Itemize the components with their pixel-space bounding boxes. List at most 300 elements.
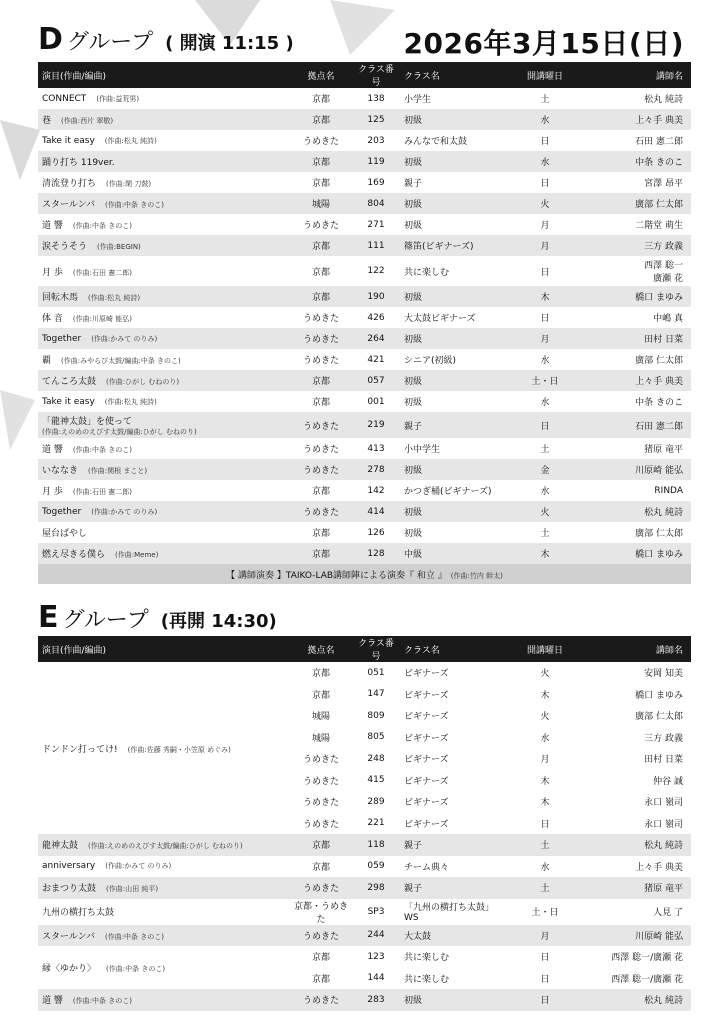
day-cell: 月 — [510, 925, 580, 947]
day-cell: 火 — [540, 712, 550, 723]
class-number-cell: 413 — [367, 443, 385, 454]
table-row — [38, 307, 691, 328]
composer-note: (作曲:石田 憲二郎) — [72, 488, 132, 496]
teacher-name: 中嶋 真 — [653, 314, 683, 324]
class-name-cell: シニア(初級) — [404, 356, 457, 366]
table-row — [38, 370, 691, 391]
title-cell — [38, 925, 290, 947]
teacher-cell — [580, 834, 691, 856]
table-row — [38, 151, 691, 172]
location-cell: 京都 — [311, 95, 330, 105]
location-cell: 京都 — [290, 834, 352, 856]
title-cell — [38, 214, 290, 235]
table-row — [38, 349, 691, 370]
location-cell: 京都 — [311, 487, 330, 497]
day-cell: 日 — [540, 179, 550, 189]
e-group-name: グループ — [62, 608, 149, 633]
table-row — [38, 391, 691, 412]
piece-title: 清流登り打ち — [42, 179, 97, 189]
teacher-name: 西澤 聡一 — [644, 261, 683, 271]
day-cell: 金 — [510, 459, 580, 480]
table-row — [38, 877, 691, 899]
teacher-name: 中条 きのこ — [635, 398, 683, 408]
piece-title: 回転木馬 — [42, 293, 79, 303]
title-cell — [38, 501, 290, 522]
title-cell — [38, 370, 290, 391]
day-cell: 月 — [510, 328, 580, 349]
piece-title: 道 響 — [42, 445, 63, 455]
table-row — [38, 193, 691, 214]
piece-title: Take it easy — [42, 135, 95, 146]
class-name-cell: 初級 — [404, 221, 423, 231]
teacher-name: 橋口 まゆみ — [635, 690, 683, 701]
class-name-cell: 共に楽しむ — [404, 953, 450, 964]
teacher-cell — [580, 989, 691, 1011]
composer-note: (作曲:BEGIN) — [97, 243, 141, 251]
e-group-heading — [38, 600, 277, 635]
location-cell: うめきた — [302, 798, 339, 809]
teacher-name: 宮澤 昂平 — [644, 179, 683, 189]
class-number-cell: 426 — [367, 312, 385, 323]
teacher-cell — [580, 438, 691, 459]
location-cell: 京都 — [311, 974, 330, 985]
piece-title: 体 音 — [42, 314, 63, 324]
location-cell: 京都 — [311, 953, 330, 964]
title-cell — [38, 459, 290, 480]
day-cell: 水 — [510, 109, 580, 130]
class-number-cell: 111 — [352, 235, 400, 256]
teacher-cell — [580, 543, 691, 564]
table-row — [38, 856, 691, 878]
class-number-cell: 283 — [352, 989, 400, 1011]
col-class-name-header: クラス名 — [400, 636, 510, 662]
location-cell: うめきた — [290, 328, 352, 349]
class-name-cell: ビギナーズ — [404, 669, 449, 680]
teacher-name: 廣瀬 花 — [653, 274, 683, 284]
day-cell: 水 — [540, 733, 550, 744]
piece-title: スタールンバ — [42, 931, 95, 942]
teacher-cell — [580, 770, 691, 792]
location-cell: 京都 — [290, 543, 352, 564]
class-number-cell: 059 — [367, 861, 385, 872]
piece-title: 屋台ばやし — [42, 529, 88, 539]
teacher-cell — [580, 813, 691, 835]
day-cell: 木 — [540, 798, 550, 809]
piece-title: 「龍神太鼓」を使って — [42, 416, 133, 427]
location-cell: うめきた — [302, 755, 339, 766]
class-number-cell: 805 — [367, 732, 385, 743]
piece-title: Together — [42, 506, 82, 517]
class-name-cell: 初級 — [400, 151, 510, 172]
day-cell: 水 — [540, 398, 550, 408]
teacher-cell — [580, 235, 691, 256]
title-cell — [38, 151, 290, 172]
class-name-cell: 初級 — [400, 286, 510, 307]
location-cell: 京都 — [290, 235, 352, 256]
teacher-name: 川原崎 能弘 — [635, 466, 683, 476]
title-cell — [38, 899, 290, 925]
composer-note: (作曲:松丸 純詩) — [104, 136, 157, 145]
day-cell: 日 — [540, 974, 550, 985]
teacher-cell — [580, 925, 691, 947]
class-number-cell: 415 — [367, 775, 385, 786]
piece-title: 月 歩 — [42, 267, 63, 278]
teacher-name: 人見 了 — [653, 908, 683, 918]
class-name-cell: ビギナーズ — [404, 776, 449, 787]
teacher-cell — [580, 307, 691, 328]
class-number-cell: 809 — [367, 710, 385, 721]
d-group-table — [38, 62, 691, 584]
table-row — [38, 172, 691, 193]
col-day-header: 開講曜日 — [510, 62, 580, 88]
class-number-cell: 147 — [367, 689, 385, 700]
banner-text: 【 講師演奏 】TAIKO-LAB講師陣による演奏『 和立 』 — [226, 570, 447, 581]
class-number-cell: 001 — [367, 396, 385, 407]
class-number-cell: 051 — [367, 667, 385, 678]
composer-note: (作曲:えのめのえびす太鼓/編曲:ひがし むねのり) — [88, 842, 243, 851]
teacher-name: 上々手 典美 — [635, 377, 683, 387]
teacher-name: 中条 きのこ — [635, 158, 683, 168]
title-cell — [38, 438, 290, 459]
banner-cell — [38, 564, 691, 584]
title-cell — [38, 391, 290, 412]
composer-note: (作曲:山田 純平) — [106, 885, 159, 894]
location-cell: うめきた — [290, 925, 352, 947]
class-number-cell: 057 — [352, 370, 400, 391]
composer-note: (作曲:かみて のりみ) — [91, 507, 158, 516]
table-row — [38, 834, 691, 856]
composer-note: (作曲:中条 きのこ) — [72, 446, 132, 454]
piece-title: 道 響 — [42, 221, 63, 231]
composer-note: (作曲:中条 きのこ) — [72, 222, 132, 230]
table-row — [38, 522, 691, 543]
title-cell — [38, 88, 290, 109]
teacher-name: 上々手 典美 — [635, 862, 683, 873]
table-row — [38, 235, 691, 256]
teacher-name: 石田 憲二郎 — [635, 137, 683, 147]
teacher-cell — [580, 968, 691, 990]
day-cell: 土 — [510, 877, 580, 899]
class-name-cell: 大太鼓ビギナーズ — [404, 314, 476, 324]
e-group-time: (再開 14:30) — [160, 611, 277, 632]
location-cell: 京都 — [311, 862, 330, 873]
table-row — [38, 459, 691, 480]
d-group-letter: D — [38, 22, 63, 57]
title-cell — [38, 946, 290, 989]
day-cell: 水 — [540, 862, 550, 873]
teacher-cell — [580, 328, 691, 349]
class-number-cell: 190 — [352, 286, 400, 307]
teacher-name: 廣部 仁太郎 — [635, 712, 683, 723]
teacher-cell — [580, 412, 691, 438]
class-name-cell: 初級 — [400, 501, 510, 522]
day-cell: 水 — [510, 151, 580, 172]
composer-note: (作曲:中条 きのこ) — [104, 932, 165, 941]
title-cell — [38, 522, 290, 543]
composer-note: (作曲:閑 刀鼓) — [106, 180, 152, 188]
class-name-cell: 大太鼓 — [400, 925, 510, 947]
composer-note: (作曲:かみて のりみ) — [91, 334, 158, 343]
title-cell — [38, 480, 290, 501]
title-cell — [38, 856, 290, 878]
d-table-header — [38, 62, 691, 88]
class-name-cell: ビギナーズ — [404, 733, 449, 744]
day-cell: 土・日 — [531, 908, 559, 918]
location-cell: うめきた — [290, 989, 352, 1011]
composer-note: (作曲:佐藤 秀嗣・小笠原 めぐみ) — [127, 745, 231, 754]
table-row — [38, 214, 691, 235]
composer-note: (作曲:川原崎 能弘) — [72, 315, 132, 323]
class-name-cell: 共に楽しむ — [404, 974, 450, 985]
table-row — [38, 925, 691, 947]
location-cell: 京都 — [311, 690, 330, 701]
piece-title: 道 響 — [42, 996, 63, 1007]
teacher-name: 田村 日菜 — [644, 755, 683, 766]
teacher-name: 松丸 純詩 — [644, 95, 683, 105]
composer-note: (作曲:関根 まこと) — [88, 467, 148, 475]
class-number-cell: 203 — [367, 135, 385, 146]
banner-note: (作曲:竹内 幹太) — [450, 571, 503, 580]
day-cell: 木 — [540, 690, 550, 701]
teacher-name: 二階堂 萌生 — [635, 221, 683, 231]
class-name-cell: 「九州の横打ち太鼓」WS — [404, 903, 495, 923]
class-name-cell: かつぎ桶(ビギナーズ) — [404, 487, 492, 497]
teacher-cell — [580, 459, 691, 480]
class-number-cell: 289 — [367, 796, 385, 807]
location-cell: うめきた — [290, 877, 352, 899]
location-cell: 城陽 — [290, 193, 352, 214]
day-cell: 土・日 — [510, 370, 580, 391]
location-cell: 京都 — [311, 267, 330, 278]
teacher-name: 廣部 仁太郎 — [635, 200, 683, 210]
table-row — [38, 88, 691, 109]
teacher-cell — [580, 109, 691, 130]
piece-title: CONNECT — [42, 93, 87, 104]
teacher-cell — [580, 946, 691, 968]
class-name-cell: ビギナーズ — [404, 712, 449, 723]
teacher-name: 三方 政義 — [644, 733, 683, 744]
class-number-cell: 144 — [367, 973, 385, 984]
day-cell: 木 — [510, 543, 580, 564]
class-number-cell: 126 — [367, 527, 385, 538]
piece-title: スタールンバ — [42, 200, 95, 210]
location-cell: 京都 — [311, 398, 330, 408]
teacher-name: 松丸 純詩 — [644, 841, 683, 852]
class-name-cell: 篠笛(ビギナーズ) — [400, 235, 510, 256]
location-cell: 京都 — [290, 286, 352, 307]
title-cell — [38, 412, 290, 438]
class-name-cell: 小中学生 — [404, 445, 441, 455]
composer-note: (作曲:Meme) — [115, 551, 159, 559]
class-number-cell: 264 — [352, 328, 400, 349]
class-name-cell: 初級 — [400, 328, 510, 349]
table-row — [38, 438, 691, 459]
table-row — [38, 328, 691, 349]
teacher-name: 三方 政義 — [644, 242, 683, 252]
day-cell: 火 — [510, 501, 580, 522]
day-cell: 火 — [510, 193, 580, 214]
class-name-cell: ビギナーズ — [404, 755, 449, 766]
teacher-cell — [580, 391, 691, 412]
table-row — [38, 109, 691, 130]
class-number-cell: 271 — [367, 219, 385, 230]
teacher-name: 永口 嶺司 — [644, 819, 683, 830]
composer-note: (作曲:益荒男) — [96, 94, 140, 103]
teacher-name: 上々手 典美 — [635, 116, 683, 126]
title-cell — [38, 256, 290, 286]
day-cell: 木 — [540, 776, 550, 787]
d-group-heading — [38, 22, 294, 57]
piece-title: Together — [42, 333, 82, 344]
table-row — [38, 989, 691, 1011]
teacher-name: 橋口 まゆみ — [635, 550, 683, 560]
day-cell: 木 — [510, 286, 580, 307]
class-name-cell: 初級 — [400, 989, 510, 1011]
table-row — [38, 662, 691, 684]
class-name-cell: 初級 — [400, 193, 510, 214]
location-cell: うめきた — [302, 445, 339, 455]
class-number-cell: 128 — [352, 543, 400, 564]
class-name-cell: 初級 — [400, 109, 510, 130]
teacher-name: 田村 日菜 — [644, 335, 683, 345]
class-name-cell: みんなで和太鼓 — [404, 137, 468, 147]
teacher-cell — [580, 705, 691, 727]
class-name-cell: 親子 — [404, 179, 423, 189]
class-number-cell: 125 — [352, 109, 400, 130]
teacher-name: 猪原 竜平 — [644, 445, 683, 455]
piece-title: おまつり太鼓 — [42, 884, 97, 895]
teacher-name: 永口 嶺司 — [644, 798, 683, 809]
table-row — [38, 501, 691, 522]
table-row — [38, 256, 691, 286]
teacher-name: 川原崎 能弘 — [635, 931, 683, 942]
location-cell: 京都 — [290, 370, 352, 391]
teacher-name: 西澤 聡一/廣瀬 花 — [611, 974, 683, 985]
day-cell: 日 — [510, 989, 580, 1011]
teacher-performance-banner — [38, 564, 691, 584]
title-cell — [38, 328, 290, 349]
day-cell: 水 — [540, 487, 550, 497]
composer-note: (作曲:中条 きのこ) — [72, 997, 132, 1006]
d-group-time: ( 開演 11:15 ) — [165, 33, 294, 54]
location-cell: 京都 — [290, 109, 352, 130]
title-cell — [38, 193, 290, 214]
location-cell: うめきた — [302, 776, 339, 787]
teacher-cell — [580, 684, 691, 706]
class-name-cell: 共に楽しむ — [404, 267, 450, 278]
teacher-cell — [580, 286, 691, 307]
class-name-cell: ビギナーズ — [404, 798, 449, 809]
day-cell: 月 — [540, 221, 550, 231]
col-title-header: 演目(作曲/編曲) — [38, 62, 290, 88]
day-cell: 日 — [540, 819, 550, 830]
table-row — [38, 543, 691, 564]
class-number-cell: 244 — [352, 925, 400, 947]
title-cell — [38, 989, 290, 1011]
teacher-cell — [580, 662, 691, 684]
day-cell: 日 — [540, 267, 550, 278]
teacher-cell — [580, 856, 691, 878]
table-row — [38, 412, 691, 438]
class-number-cell: 169 — [367, 177, 385, 188]
class-number-cell: 219 — [352, 412, 400, 438]
table-row — [38, 286, 691, 307]
day-cell: 月 — [540, 755, 550, 766]
col-location-header: 拠点名 — [290, 636, 352, 662]
class-name-cell: ビギナーズ — [404, 690, 449, 701]
title-cell — [38, 235, 290, 256]
teacher-cell — [580, 214, 691, 235]
class-name-cell: 親子 — [400, 834, 510, 856]
teacher-cell — [580, 501, 691, 522]
title-cell — [38, 877, 290, 899]
piece-title: 九州の横打ち太鼓 — [42, 908, 115, 918]
class-name-cell: チーム典々 — [404, 862, 450, 873]
class-number-cell: 221 — [367, 818, 385, 829]
teacher-cell — [580, 130, 691, 151]
e-group-letter: E — [38, 600, 59, 635]
piece-title: 覇 — [42, 356, 52, 366]
class-name-cell: 親子 — [400, 877, 510, 899]
teacher-name: 松丸 純詩 — [644, 996, 683, 1007]
piece-title: ドンドン打ってけ! — [42, 744, 118, 755]
class-name-cell: 初級 — [400, 459, 510, 480]
col-class-number-header: クラス番号 — [352, 636, 400, 662]
table-row — [38, 946, 691, 968]
day-cell: 日 — [540, 137, 550, 147]
table-row — [38, 480, 691, 501]
col-day-header: 開講曜日 — [510, 636, 580, 662]
teacher-cell — [580, 370, 691, 391]
teacher-name: 猪原 竜平 — [644, 884, 683, 895]
class-number-cell: 118 — [352, 834, 400, 856]
piece-title: 涙そうそう — [42, 242, 88, 252]
class-number-cell: 278 — [352, 459, 400, 480]
piece-title: 月 歩 — [42, 487, 63, 497]
location-cell: 京都・うめきた — [294, 901, 349, 925]
table-row — [38, 899, 691, 925]
class-number-cell: 421 — [367, 354, 385, 365]
composer-note: (作曲:えのめのえびす太鼓/編曲:ひがし むねのり) — [42, 427, 197, 436]
title-cell — [38, 172, 290, 193]
col-teacher-header: 講師名 — [580, 636, 691, 662]
teacher-name: 廣部 仁太郎 — [635, 529, 683, 539]
location-cell: 城陽 — [311, 733, 330, 744]
class-number-cell: 122 — [367, 266, 385, 276]
day-cell: 土 — [540, 95, 550, 105]
class-number-cell: 248 — [367, 753, 385, 764]
class-number-cell: 298 — [352, 877, 400, 899]
piece-title: 龍神太鼓 — [42, 841, 79, 852]
teacher-cell — [580, 256, 691, 286]
teacher-cell — [580, 151, 691, 172]
teacher-name: 橋口 まゆみ — [635, 293, 683, 303]
class-number-cell: 804 — [352, 193, 400, 214]
day-cell: 土 — [510, 834, 580, 856]
location-cell: うめきた — [290, 459, 352, 480]
teacher-name: 廣部 仁太郎 — [635, 356, 683, 366]
class-name-cell: ビギナーズ — [404, 819, 449, 830]
location-cell: 京都 — [290, 151, 352, 172]
title-cell — [38, 543, 290, 564]
title-cell — [38, 109, 290, 130]
day-cell: 日 — [540, 314, 550, 324]
piece-title: 燃え尽きる僕ら — [42, 550, 106, 560]
composer-note: (作曲:西片 翠敬) — [61, 117, 114, 125]
location-cell: うめきた — [302, 819, 339, 830]
day-cell: 水 — [540, 356, 550, 366]
class-name-cell: 親子 — [400, 412, 510, 438]
